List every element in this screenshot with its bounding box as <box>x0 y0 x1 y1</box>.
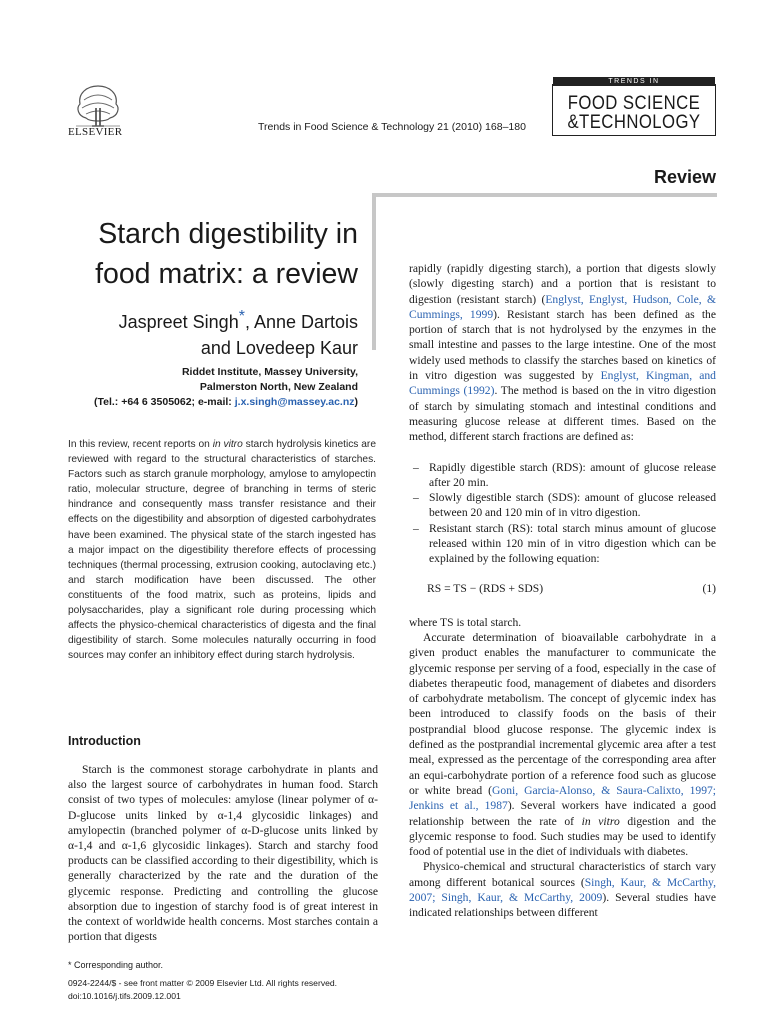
abstract-italic: in vitro <box>212 439 243 450</box>
corresponding-author-mark[interactable]: * <box>238 308 245 325</box>
journal-logo-line1: FOOD SCIENCE <box>567 93 701 114</box>
citation-link[interactable]: Englyst, Kingman, and Cummings (1992) <box>409 369 716 398</box>
decorative-rule-horizontal <box>372 193 717 197</box>
title-line-1: Starch digestibility in <box>98 218 358 250</box>
text-run: . The method is based on the in vitro digestion of starch by simulating stomach and intestinal conditions and measuring glucose release at different times. Based on the method, different starch fractions are defined as: <box>409 384 717 444</box>
section-heading-introduction: Introduction <box>68 734 141 748</box>
section-label: Review <box>653 167 716 187</box>
list-item: – Resistant starch (RS): total starch minus amount of glucose released within 120 min of in vitro digestion which can be explained by the following equation: <box>413 521 716 566</box>
list-item: – Slowly digestible starch (SDS): amount of glucose released between 20 and 120 min of in vitro digestion. <box>413 491 716 520</box>
text-run: Accurate determination of bioavailable carbohydrate in a given product enables the manufacturer to communicate the glycemic response per serving of a food, especially in the case of diabetes therapeutic food, management of diabetes and disorders of carbohydrate metabolism. The concept of glycemic index has been introduced to classify foods on the basis of their postprandial blood glucose response. The glycemic index is defined as the postprandial incremental glycemic area after a test meal, expressed as the percentage of the corresponding area after an equi-carbohydrate portion of a reference food such as glucose or white bread ( <box>409 630 716 797</box>
list-item-text: Rapidly digestible starch (RDS): amount of glucose release after 20 min. <box>429 460 716 489</box>
affiliation <box>58 365 358 410</box>
starch-fraction-list <box>409 460 716 567</box>
text-run: ). Several workers have indicated a good relationship between the rate of <box>409 799 716 828</box>
doi-line: doi:10.1016/j.tifs.2009.12.001 <box>68 990 181 1001</box>
text-run: Physico-chemical and structural characteristics of starch vary among different botanical sources ( <box>409 860 716 889</box>
abstract-text-b: starch hydrolysis kinetics are reviewed with regard to the structural characteristics of starches. Factors such as starch granule morphology, amylose to amylopectin ratio, molecular structure, degree of branching in terms of steric hindrance and consequently mass transfer resistance and their effects on the digestibility and absorption of digested carbohydrates have been examined. The physical state of the starch ingested has a major impact on the digestibility therefore effects of processing techniques (thermal processing, extrusion cooking, autoclaving etc.) and starch modification have been discussed. The other constituents of the food matrix, such as proteins, lipids and polysaccharides, play a significant role during processing which affects the physico-chemical characteristics of digesta and the final digestibility of starch. Some molecules naturally occurring in food sources may confer an inhibitory effect during starch hydrolysis. <box>68 439 376 662</box>
introduction-text: Starch is the commonest storage carbohydrate in plants and also the largest source of carbohydrates in human food. Starch consist of two types of molecules: amylose (linear polymer of α-D-glucose units linked by α-1,4 glycosidic linkages) and amylopectin (branched polymer of α-D-glucose units linked by α-1,4 and α-1,6 glycosidic linkages). Starch and starchy food products can be classified according to their digestibility, which is generally characterized by the rate and the duration of the glycemic response. Predicting and controlling the glucose absorption due to ingestion of starchy food is of great interest in the context of worldwide health concerns. Most starches contain a portion that digests <box>68 763 378 944</box>
affiliation-line-2: Palmerston North, New Zealand <box>199 381 358 393</box>
article-title <box>58 214 358 294</box>
title-line-2: food matrix: a review <box>95 258 358 290</box>
journal-citation: Trends in Food Science & Technology 21 (2010) 168–180 <box>258 121 526 133</box>
paragraph-glycemic <box>409 630 716 859</box>
abstract-text-a: In this review, recent reports on <box>68 439 213 450</box>
affiliation-line-1: Riddet Institute, Massey University, <box>181 366 358 378</box>
paragraph-ts: where TS is total starch. <box>409 615 522 629</box>
affiliation-contact-prefix: (Tel.: +64 6 3505062; e-mail: <box>93 396 235 408</box>
journal-logo <box>552 78 716 136</box>
text-run: rapidly (rapidly digesting starch), a portion that digests slowly (slowly digesting starch) and a portion that is resistant to digestion (resistant starch) ( <box>409 262 716 306</box>
text-run: digestion and the glycemic response to food. Such studies may be used to identify food of potential use in the diet of individuals with diabetes. <box>409 814 717 859</box>
journal-logo-top: TRENDS IN <box>553 77 715 86</box>
author-1: Jaspreet Singh <box>118 312 239 332</box>
publisher-name: ELSEVIER <box>68 126 123 138</box>
paragraph-physico <box>409 859 716 920</box>
author-list <box>58 304 358 361</box>
citation-link[interactable]: Goni, Garcia-Alonso, & Saura-Calixto, 1997; Jenkins et al., 1987 <box>409 783 717 813</box>
equation-1 <box>409 581 716 611</box>
front-matter <box>68 977 388 1002</box>
list-item-text: Resistant starch (RS): total starch minus amount of glucose released within 120 min of in vitro digestion which can be explained by the following equation: <box>429 521 716 566</box>
paragraph-fractions <box>409 261 716 445</box>
footnote: * Corresponding author. <box>68 960 164 970</box>
citation-link[interactable]: Englyst, Englyst, Hudson, Cole, & Cummings, 1999 <box>409 292 717 321</box>
decorative-rule-vertical <box>372 193 376 350</box>
citation-link[interactable]: Singh, Kaur, & McCarthy, 2007; Singh, Kaur, & McCarthy, 2009 <box>409 875 716 904</box>
authors-line-2: and Lovedeep Kaur <box>200 338 358 358</box>
text-run: ). Several studies have indicated relationships between different <box>409 890 716 920</box>
text-run: ). Resistant starch has been defined as the portion of starch that is not hydrolysed by the enzymes in the small intestine and passes to the large intestine. One of the most widely used methods to classify the starches based on kinetics of in vitro digestion was suggested by <box>409 307 716 383</box>
equation-body: RS = TS − (RDS + SDS) <box>427 581 544 595</box>
copyright-line: 0924-2244/$ - see front matter © 2009 Elsevier Ltd. All rights reserved. <box>68 978 338 988</box>
right-column <box>409 261 716 921</box>
journal-logo-line2: &TECHNOLOGY <box>567 112 701 133</box>
equation-number: (1) <box>702 581 716 595</box>
affiliation-contact-suffix: ) <box>354 396 358 408</box>
authors-rest: , Anne Dartois <box>244 312 358 332</box>
italic-run: in vitro <box>581 814 620 828</box>
list-item-text: Slowly digestible starch (SDS): amount of glucose released between 20 and 120 min of in vitro digestion. <box>429 491 716 520</box>
list-item: – Rapidly digestible starch (RDS): amount of glucose release after 20 min. <box>413 460 716 489</box>
abstract <box>68 437 376 663</box>
author-email-link[interactable]: j.x.singh@massey.ac.nz <box>234 396 355 408</box>
